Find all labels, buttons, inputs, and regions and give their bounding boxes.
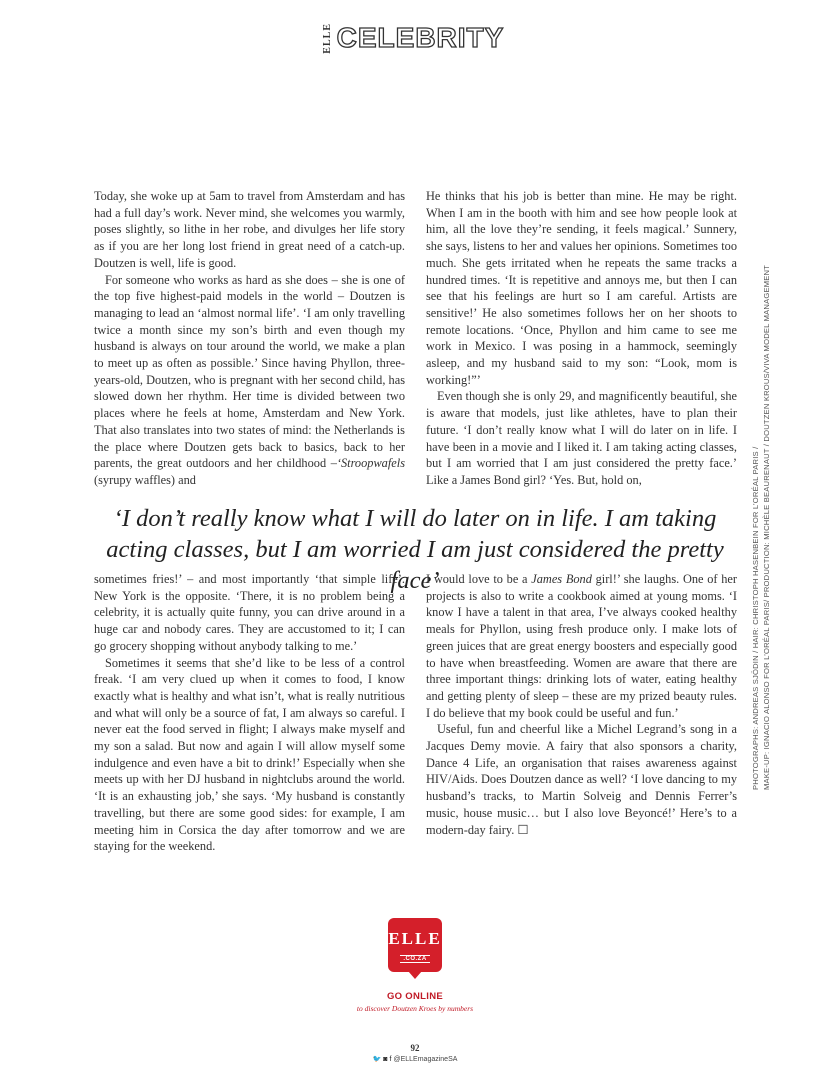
go-online-title[interactable]: GO ONLINE: [386, 991, 443, 1002]
italic-term: James Bond: [531, 572, 592, 586]
article-column-1: [94, 188, 405, 489]
go-online-subtitle: to discover Doutzen Kroes by numbers: [356, 1004, 474, 1013]
italic-term: ‘Stroopwafels: [336, 456, 405, 471]
paragraph: He thinks that his job is better than mine. He may be right. When I am in the booth with him and see how people look at him, all the love they’re sending, it feels magical.’ Sunnery, she says, listens to her and values her opinions. Sometimes too much. She gets irritated when he repeats the same tracks a hundred times. ‘It is repetitive and annoys me, but then I can see that his feelings are hurt so I am careful. Artists are sensitive!’ He also sometimes follows her on her shoots to remote locations. ‘Once, Phyllon and him came to see me work in Mexico. I was posing in a hammock, seemingly asleep, and my husband said to my son: “Look, mom is working!”’: [426, 189, 737, 387]
paragraph-text: girl!’ she laughs. One of her projects is also to write a cookbook aimed at young moms. ‘I know I have a talent in that area, I’ve always cooked healthy meals for Phyllon, using fresh produce only. I make lots of green juices that are great energy boosters and especially good to have when breastfeeding. Women are aware that there are three important things: drinking lots of water, eating healthy and getting plenty of sleep – these are my prized beauty rules. I do believe that my book could be useful and fun.’: [426, 572, 737, 720]
credit-line: PHOTOGRAPHS: ANDREAS SJÖDIN / HAIR: CHRISTOPH HASENBEIN FOR L’ORÉAL PARIS /: [751, 446, 760, 790]
paragraph: [426, 571, 737, 721]
elle-logo: ELLE: [321, 22, 333, 54]
paragraph: Sometimes it seems that she’d like to be less of a control freak. ‘I am very clued up when it comes to food, I know exactly what is healthy and what isn’t, what is really nutritious and what will only be a source of fat, I am always so careful. I never eat the food served in flight; I always make myself and my son a salad. But now and again I will allow myself some indulgence and even have a bit to drink!’ Especially when she meets up with her DJ husband in nightclubs around the world. ‘It is an exhausting job,’ she says. ‘My husband is constantly travelling, but there are some good sides: for example, I am meeting him in Corsica the day after tomorrow and we are staying for the weekend.: [94, 655, 405, 854]
section-title: CELEBRITY: [336, 22, 505, 53]
paragraph: Today, she woke up at 5am to travel from Amsterdam and has had a full day’s work. Never mind, she welcomes you warmly, poses slightly, so lithe in her robe, and divulges her life story as if you are her long lost friend in great need of a catch-up. Doutzen is well, life is good.: [94, 189, 405, 270]
paragraph-text: For someone who works as hard as she does – she is one of the top five highest-paid models in the world – Doutzen is managing to lead an ‘almost normal life’. ‘I am only travelling twice a month since my son’s birth and even though my husband is always on tour around the world, we make a plan to meet up as often as possible.’ Since having Phyllon, three-years-old, Doutzen, who is pregnant with her second child, has slowed down her rhythm. Her time is divided between two places where he feels at home, Amsterdam and New York. That also translates into two states of mind: the Netherlands is the place where Doutzen gets back to basics, back to her parents, the great outdoors and her childhood –: [94, 272, 405, 471]
paragraph: Useful, fun and cheerful like a Michel Legrand’s song in a Jacques Demy movie. A fairy that also sponsors a charity, Dance 4 Life, an organisation that raises awareness against HIV/Aids. Does Doutzen dance as well? ‘I love dancing to my husband’s tracks, to Martin Solveig and Dennis Ferrer’s music, house music… but I also love Beyoncé!’ Here’s to a modern-day fairy. ☐: [426, 722, 737, 837]
article-column-2: [426, 188, 737, 489]
article-column-4: [426, 571, 737, 838]
instagram-icon[interactable]: ◙: [383, 1056, 388, 1063]
page-number: 92: [410, 1043, 420, 1053]
badge-logo: ELLE: [388, 929, 442, 948]
section-header: [0, 22, 827, 54]
paragraph: sometimes fries!’ – and most importantly ‘that simple life’. New York is the opposite. ‘There, it is no problem being a celebrity, it is actually quite funny, you can drive around in a huge car and nobody cares. They are accustomed to it; I can go grocery shopping without anybody talking to me.’: [94, 572, 405, 653]
badge-domain: .CO.ZA: [400, 955, 429, 963]
social-handle[interactable]: @ELLEmagazineSA: [393, 1056, 458, 1063]
paragraph-text: I would love to be a: [426, 572, 532, 586]
social-links: [360, 1055, 470, 1063]
pull-quote: ‘I don’t really know what I will do later on in life. I am taking acting classes, but I am worried I am just considered the pretty face’: [106, 505, 724, 594]
twitter-icon[interactable]: 🐦: [372, 1056, 382, 1063]
paragraph-text: (syrupy waffles) and: [94, 472, 196, 487]
paragraph: Even though she is only 29, and magnificently beautiful, she is aware that models, just like athletes, have to plan their future. ‘I don’t really know what I will do later on in life. I have been in a movie and I liked it. I am taking acting classes, but I am worried that I am just considered the pretty face.’ Like a James Bond girl? ‘Yes. But, hold on,: [426, 389, 737, 487]
credit-line: MAKE-UP: IGNACIO ALONSO FOR L’ORÉAL PARIS/ PRODUCTION: MICHÈLE BEAURENAUT / DOUTZEN KROUS/VIVA MODEL MANAGEMENT: [762, 264, 771, 790]
elle-online-badge[interactable]: [388, 918, 442, 972]
photo-credits: [750, 264, 774, 790]
facebook-icon[interactable]: f: [389, 1056, 392, 1063]
paragraph: [94, 272, 405, 489]
article-column-3: [94, 571, 405, 855]
